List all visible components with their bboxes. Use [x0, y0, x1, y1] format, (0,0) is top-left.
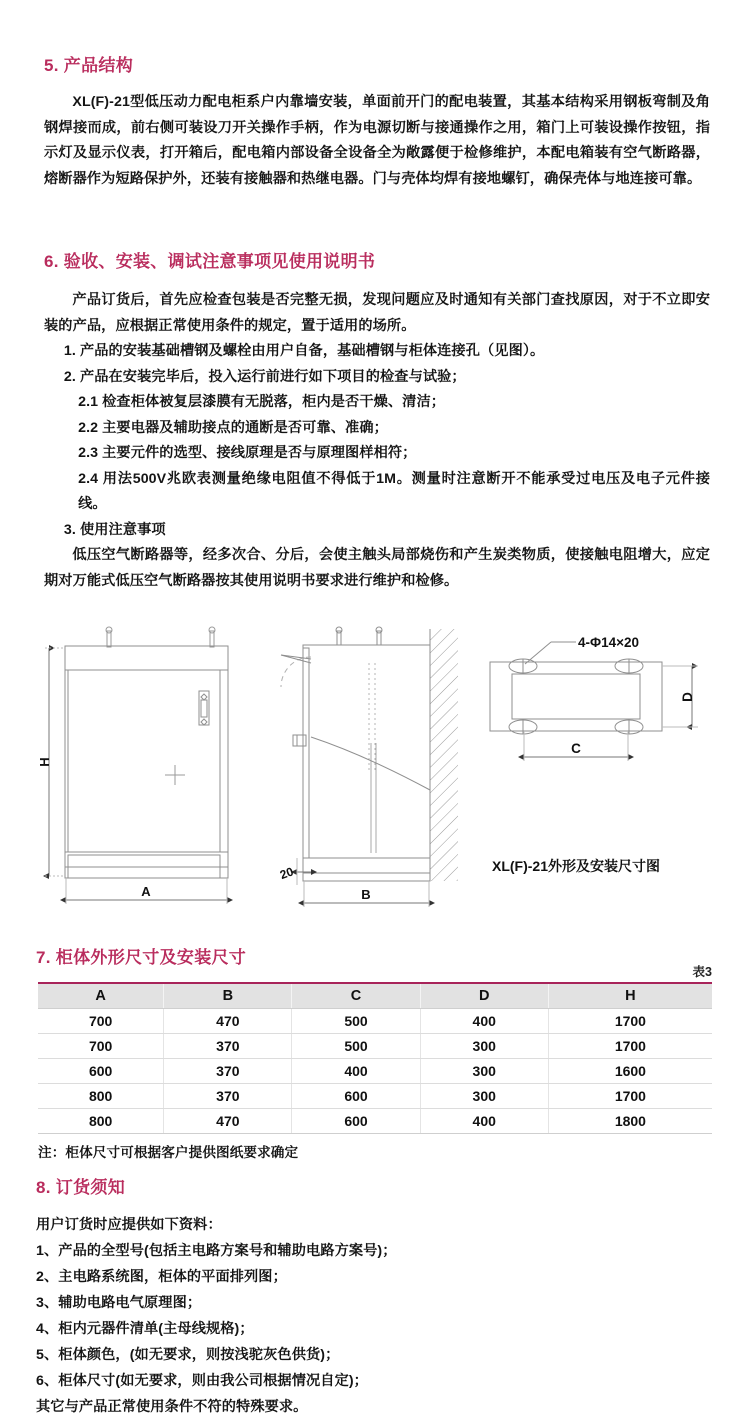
section-6-subitem-2-1: 2.1 检查柜体被复层漆膜有无脱落，柜内是否干燥、清洁； [78, 394, 446, 410]
cell-a: 700 [38, 1008, 164, 1033]
cell-c: 500 [292, 1033, 420, 1058]
cell-h: 1700 [548, 1083, 712, 1108]
base-view-height-label: D [680, 692, 695, 702]
section-8-item-6: 6、柜体尺寸(如无要求，则由我公司根据情况自定)； [36, 1373, 368, 1389]
side-view-depth-label: B [361, 887, 371, 902]
section-8-item-5: 5、柜体颜色，(如无要求，则按浅驼灰色供货)； [36, 1347, 340, 1363]
table-note: 注：柜体尺寸可根据客户提供图纸要求确定 [38, 1145, 299, 1160]
section-6-item-3-heading: 3. 使用注意事项 [63, 521, 166, 538]
cell-a: 600 [38, 1058, 164, 1083]
cell-d: 400 [420, 1008, 548, 1033]
cell-b: 370 [164, 1083, 292, 1108]
side-view-offset-label: 20 [277, 864, 296, 883]
base-view-width-label: C [571, 741, 581, 756]
cell-h: 1700 [548, 1008, 712, 1033]
column-header-a: A [38, 983, 164, 1008]
cell-d: 400 [420, 1108, 548, 1133]
table-note-wrap [38, 1140, 298, 1166]
base-view-hole-spec-label: 4-Φ14×20 [578, 635, 640, 650]
cell-c: 600 [292, 1083, 420, 1108]
cell-b: 470 [164, 1108, 292, 1133]
table-row [38, 1033, 712, 1058]
section-8-item-2: 2、主电路系统图，柜体的平面排列图； [36, 1269, 287, 1285]
section-8-closing: 其它与产品正常使用条件不符的特殊要求。 [36, 1399, 308, 1415]
cell-b: 470 [164, 1008, 292, 1033]
dimensions-table-wrap [38, 982, 712, 1134]
section-8-heading-wrap [36, 1178, 125, 1198]
table-row [38, 1058, 712, 1083]
section-7-heading: 7. 柜体外形尺寸及安装尺寸 [36, 948, 247, 967]
table-row [38, 1108, 712, 1133]
table-row [38, 1083, 712, 1108]
column-header-d: D [420, 983, 548, 1008]
cell-a: 800 [38, 1108, 164, 1133]
table-number-label: 表3 [692, 965, 712, 979]
cell-c: 500 [292, 1008, 420, 1033]
cell-d: 300 [420, 1058, 548, 1083]
section-6-item-3-body: 低压空气断路器等，经多次合、分后，会使主触头局部烧伤和产生炭类物质，使接触电阻增大，应定期对万能式低压空气断路器按其使用说明书要求进行维护和检修。 [44, 547, 710, 589]
cell-c: 400 [292, 1058, 420, 1083]
cell-c: 600 [292, 1108, 420, 1133]
section-6-item-1: 1. 产品的安装基础槽钢及螺栓由用户自备，基础槽钢与柜体连接孔（见图）。 [63, 343, 545, 359]
cell-a: 800 [38, 1083, 164, 1108]
front-view-width-label: A [141, 884, 151, 899]
cell-d: 300 [420, 1083, 548, 1108]
section-8-item-1: 1、产品的全型号(包括主电路方案号和辅助电路方案号)； [36, 1243, 397, 1259]
table-row [38, 1008, 712, 1033]
column-header-h: H [548, 983, 712, 1008]
cell-b: 370 [164, 1058, 292, 1083]
column-header-b: B [164, 983, 292, 1008]
cell-h: 1700 [548, 1033, 712, 1058]
side-view [281, 627, 458, 907]
section-6-subitem-2-3: 2.3 主要元件的选型、接线原理是否与原理图样相符； [78, 445, 417, 461]
section-6-item-2: 2. 产品在安装完毕后，投入运行前进行如下项目的检查与试验； [63, 368, 466, 385]
section-7-heading-wrap [36, 948, 246, 968]
drawing-caption: XL(F)-21外形及安装尺寸图 [492, 858, 660, 874]
table-header-row [38, 983, 712, 1008]
cell-h: 1800 [548, 1108, 712, 1133]
section-8-intro: 用户订货时应提供如下资料： [36, 1217, 222, 1233]
base-plan-view [490, 642, 698, 761]
section-6-subitem-2-2: 2.2 主要电器及辅助接点的通断是否可靠、准确； [78, 419, 388, 436]
front-view-height-label: H [37, 757, 52, 767]
cell-h: 1600 [548, 1058, 712, 1083]
front-view [45, 627, 228, 904]
column-header-c: C [292, 983, 420, 1008]
section-5-body [44, 90, 710, 192]
section-6-intro: 产品订货后，首先应检查包装是否完整无损，发现问题应及时通知有关部门查找原因，对于不立即安装的产品，应根据正常使用条件的规定，置于适用的场所。 [44, 292, 710, 334]
section-6-heading: 6. 验收、安装、调试注意事项见使用说明书 [44, 252, 376, 271]
section-8-item-3: 3、辅助电路电气原理图； [36, 1295, 202, 1311]
dimensions-table [38, 982, 712, 1134]
technical-drawing [35, 615, 725, 920]
section-8-heading: 8. 订货须知 [36, 1178, 126, 1197]
section-5-paragraph: XL(F)-21型低压动力配电柜系户内靠墙安装，单面前开门的配电装置，其基本结构采用钢板弯制及角钢焊接而成，前右侧可装设刀开关操作手柄，作为电源切断与接通操作之用，箱门上可装设操作按钮，指示灯及显示仪表，打开箱后，配电箱内部设备全设备全为敞露便于检修维护，本配电箱装有空气断路器，熔断器作为短路保护外，还装有接触器和热继电器。门与壳体均焊有接地螺钉，确保壳体与地连接可靠。 [44, 94, 710, 187]
section-8-body [36, 1212, 716, 1420]
section-5-heading: 5. 产品结构 [44, 56, 134, 75]
cell-b: 370 [164, 1033, 292, 1058]
section-6-subitem-2-4: 2.4 用法500V兆欧表测量绝缘电阻值不得低于1M。测量时注意断开不能承受过电压及电子元件接线。 [78, 470, 710, 512]
section-6-heading-wrap [44, 252, 375, 272]
cell-d: 300 [420, 1033, 548, 1058]
section-8-item-4: 4、柜内元器件清单(主母线规格)； [36, 1321, 254, 1337]
section-5-heading-wrap [44, 56, 133, 76]
cell-a: 700 [38, 1033, 164, 1058]
section-6-body [44, 288, 710, 594]
